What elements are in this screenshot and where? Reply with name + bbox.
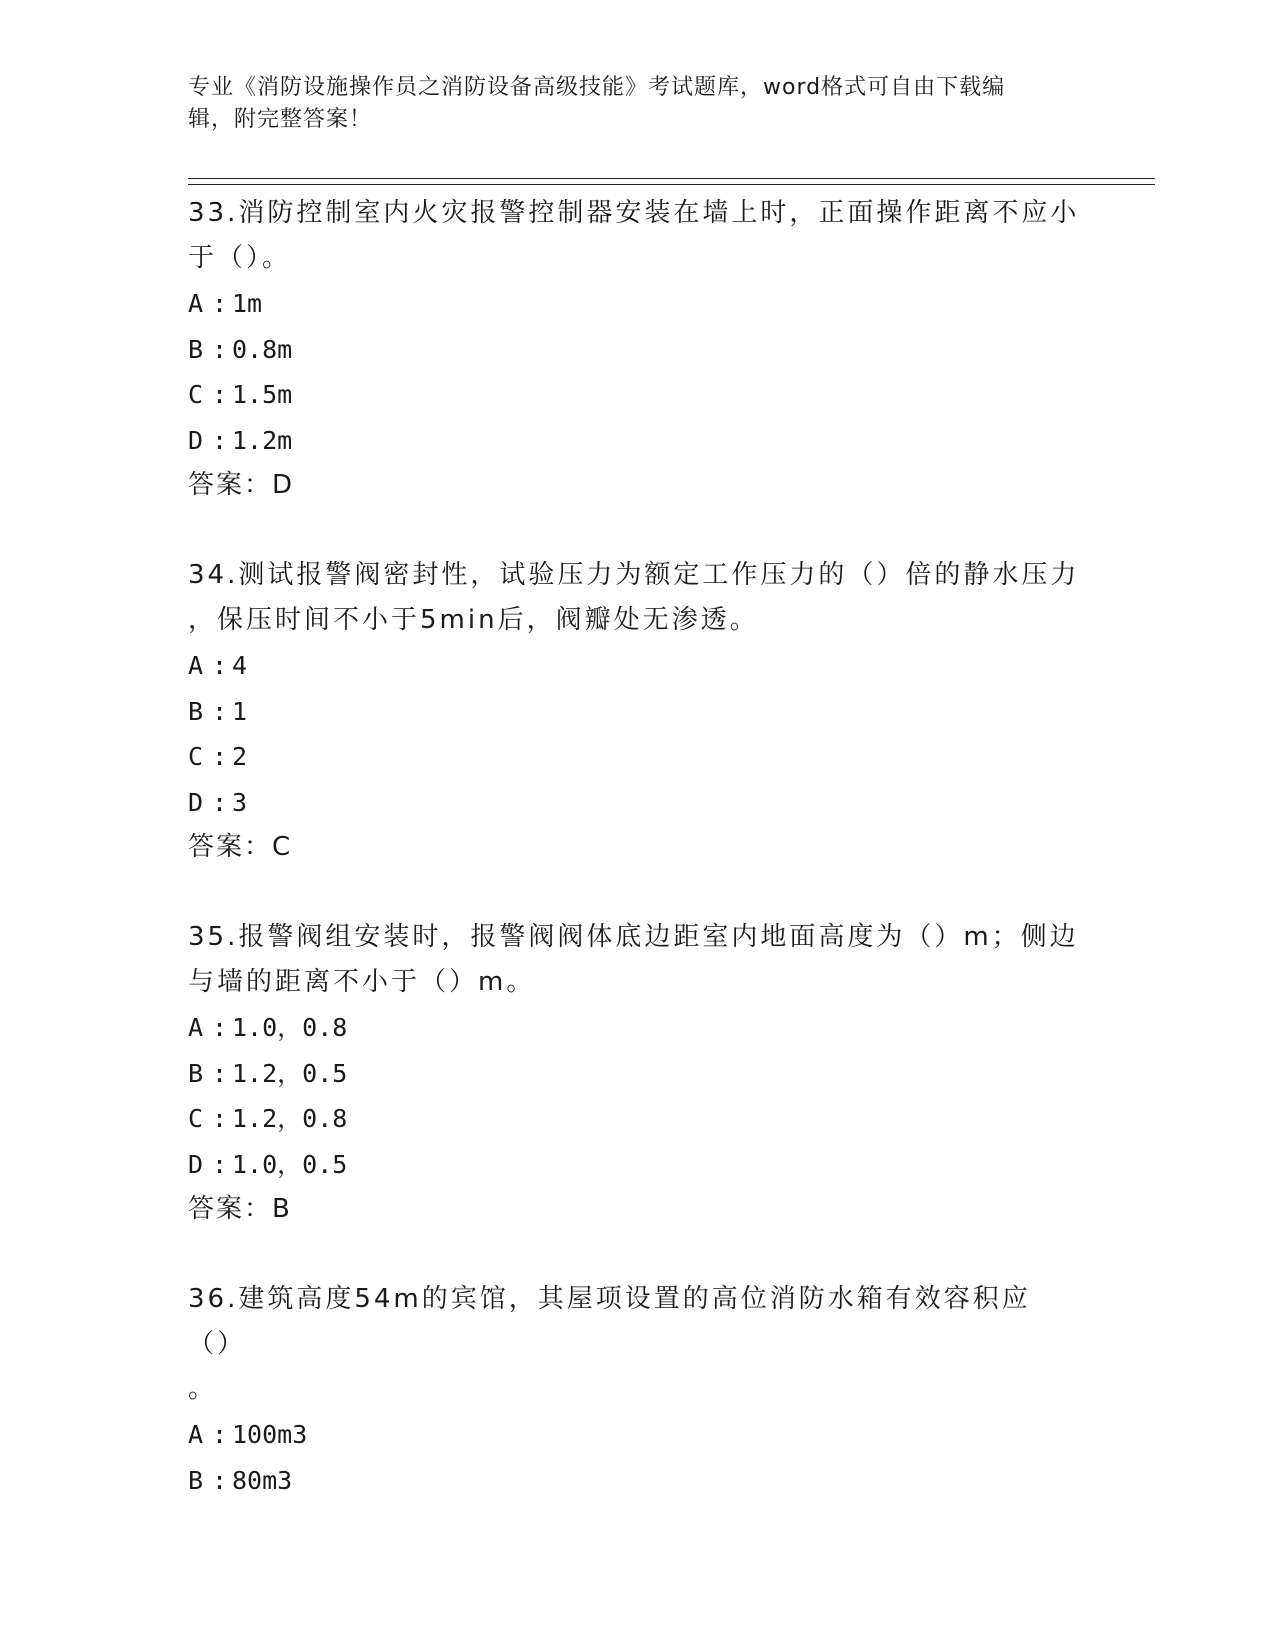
option-separator: : (212, 1104, 228, 1133)
stem-line-1: 35.报警阀组安装时，报警阀阀体底边距室内地面高度为（）m；侧边 (188, 922, 1079, 952)
option-letter: A (188, 1420, 204, 1449)
option-letter: B (188, 1058, 204, 1088)
option-text: 1 (232, 696, 248, 726)
answer-label: 答案： (188, 470, 273, 500)
option-letter: A (188, 651, 204, 680)
option-separator: : (212, 651, 228, 680)
stem-line-2: 与墙的距离不小于（）m。 (188, 967, 536, 997)
stem-line-2: ，保压时间不小于5min后，阀瓣处无渗透。 (188, 605, 759, 635)
option-text: 4 (232, 651, 248, 680)
header-divider-top (188, 178, 1155, 179)
question-35 (188, 915, 1088, 1232)
answer-label: 答案： (188, 1194, 273, 1224)
option-separator: : (212, 380, 228, 409)
option-separator: : (212, 787, 228, 817)
option-text: 0.8m (232, 334, 293, 364)
option-a (188, 1412, 1088, 1458)
option-b (188, 1458, 1088, 1504)
option-separator: : (212, 289, 228, 318)
stem-line-2: 于（）。 (188, 243, 292, 273)
option-text: 1.2，0.5 (232, 1058, 348, 1088)
answer-label: 答案： (188, 832, 273, 862)
option-separator: : (212, 1420, 228, 1449)
option-letter: D (188, 1149, 204, 1179)
option-separator: : (212, 1058, 228, 1088)
option-letter: A (188, 289, 204, 318)
answer-line (188, 463, 1088, 508)
stem-line-2: 。 (188, 1374, 218, 1404)
question-34 (188, 553, 1088, 870)
header-line-2: 辑，附完整答案！ (188, 107, 373, 132)
answer-value: D (272, 470, 293, 500)
stem-line-1: 36.建筑高度54m的宾馆，其屋项设置的高位消防水箱有效容积应（） (188, 1284, 1031, 1359)
option-text: 1m (232, 289, 263, 318)
option-text: 3 (232, 787, 248, 817)
option-separator: : (212, 1149, 228, 1179)
option-c (188, 734, 1088, 780)
option-letter: A (188, 1013, 204, 1042)
document-header (188, 72, 1068, 136)
option-separator: : (212, 696, 228, 726)
option-b (188, 689, 1088, 735)
option-letter: D (188, 787, 204, 817)
option-d (188, 418, 1088, 464)
option-separator: : (212, 1013, 228, 1042)
option-b (188, 327, 1088, 373)
option-letter: B (188, 334, 204, 364)
answer-value: B (272, 1194, 290, 1224)
option-separator: : (212, 334, 228, 364)
question-stem (188, 191, 1088, 281)
option-text: 1.2m (232, 425, 293, 455)
option-d (188, 1142, 1088, 1188)
stem-line-1: 34.测试报警阀密封性，试验压力为额定工作压力的（）倍的静水压力 (188, 560, 1080, 590)
question-33 (188, 191, 1088, 508)
option-separator: : (212, 425, 228, 455)
answer-line (188, 1187, 1088, 1232)
answer-line (188, 825, 1088, 870)
option-letter: B (188, 1465, 204, 1495)
header-line-1: 专业《消防设施操作员之消防设备高级技能》考试题库，word格式可自由下载编 (188, 75, 1006, 100)
question-spacer (188, 870, 1088, 915)
option-letter: D (188, 425, 204, 455)
option-c (188, 1096, 1088, 1142)
option-letter: C (188, 1104, 204, 1133)
option-letter: B (188, 696, 204, 726)
option-separator: : (212, 1465, 228, 1495)
question-spacer (188, 1232, 1088, 1277)
question-list (188, 191, 1088, 1503)
question-stem (188, 1277, 1088, 1412)
question-36 (188, 1277, 1088, 1503)
option-letter: C (188, 380, 204, 409)
header-divider-bottom (188, 184, 1155, 185)
question-stem (188, 553, 1088, 643)
option-text: 1.0，0.5 (232, 1149, 348, 1179)
option-separator: : (212, 742, 228, 771)
question-spacer (188, 508, 1088, 553)
option-d (188, 780, 1088, 826)
option-c (188, 372, 1088, 418)
question-stem (188, 915, 1088, 1005)
option-text: 1.0，0.8 (232, 1013, 348, 1042)
option-text: 1.2，0.8 (232, 1104, 348, 1133)
option-text: 1.5m (232, 380, 293, 409)
stem-line-1: 33.消防控制室内火灾报警控制器安装在墙上时，正面操作距离不应小 (188, 198, 1080, 228)
option-text: 80m3 (232, 1465, 293, 1495)
option-a (188, 1005, 1088, 1051)
answer-value: C (272, 832, 291, 862)
option-a (188, 281, 1088, 327)
option-a (188, 643, 1088, 689)
option-b (188, 1051, 1088, 1097)
option-letter: C (188, 742, 204, 771)
option-text: 100m3 (232, 1420, 308, 1449)
option-text: 2 (232, 742, 248, 771)
